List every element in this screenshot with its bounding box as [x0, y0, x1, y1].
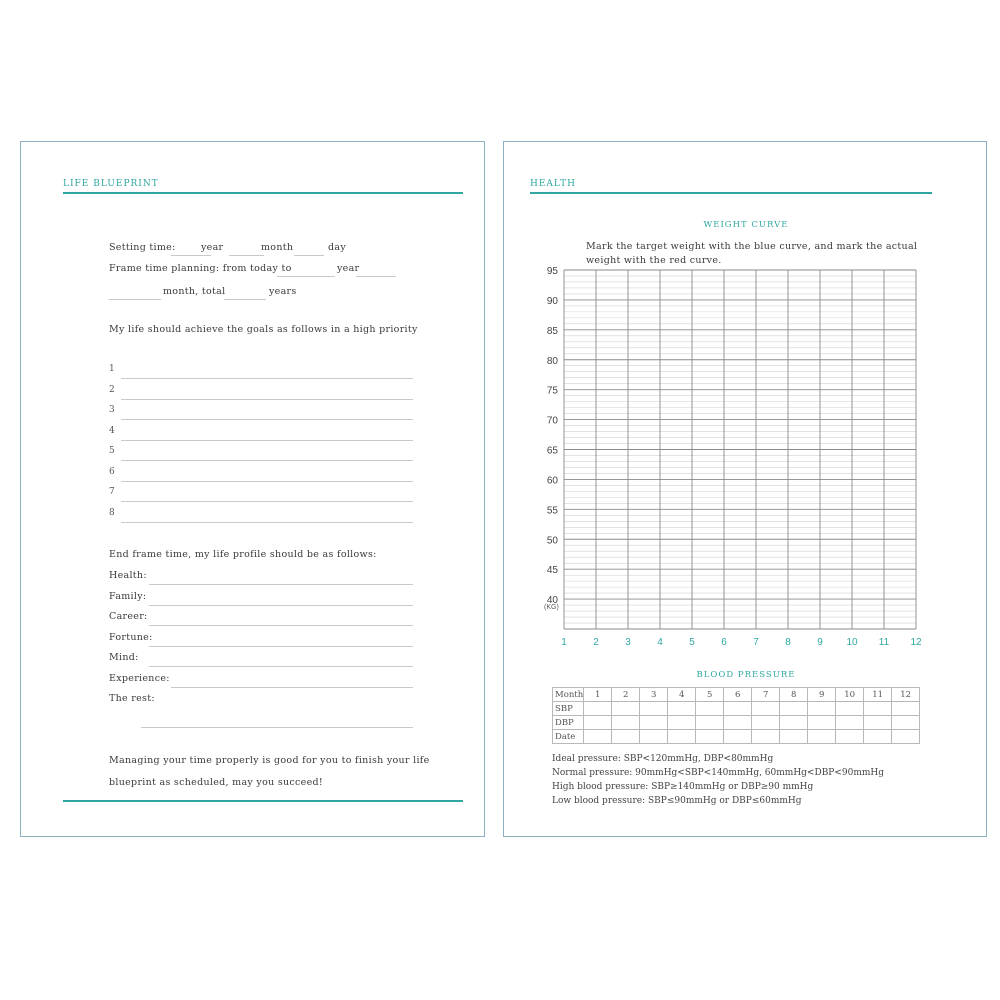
- bp-cell[interactable]: [612, 716, 640, 730]
- profile-line[interactable]: [149, 584, 413, 585]
- profile-line[interactable]: [149, 625, 413, 626]
- bp-cell[interactable]: [584, 702, 612, 716]
- bp-cell[interactable]: [696, 702, 724, 716]
- goal-number: 4: [109, 425, 115, 436]
- x-tick-label: 10: [846, 637, 858, 648]
- goals-heading: My life should achieve the goals as follows in a high priority: [109, 324, 418, 335]
- y-tick-label: 50: [546, 535, 558, 547]
- x-tick-label: 1: [561, 637, 567, 648]
- x-tick-label: 9: [817, 637, 823, 648]
- bp-cell[interactable]: [864, 730, 892, 744]
- bp-cell[interactable]: [836, 730, 864, 744]
- setting-month-line: [229, 255, 264, 256]
- bp-row-label: Date: [553, 730, 584, 744]
- bp-row: [553, 702, 920, 716]
- goal-line[interactable]: [121, 460, 413, 461]
- y-axis-labels: [547, 266, 559, 606]
- goal-number: 5: [109, 446, 115, 456]
- left-page: [20, 141, 485, 837]
- setting-year-line: [171, 255, 211, 256]
- x-tick-label: 7: [753, 637, 759, 648]
- instruction-line-2: weight with the red curve.: [586, 255, 722, 266]
- profile-extra-line: [141, 727, 413, 728]
- bp-cell[interactable]: [836, 716, 864, 730]
- goal-number: 7: [109, 487, 115, 497]
- bp-month-header: 2: [612, 688, 640, 702]
- normal-pressure-text: Normal pressure: 90mmHg<SBP<140mmHg, 60mmHg<DBP<90mmHg: [552, 768, 885, 778]
- frame-year-tail-line: [356, 276, 396, 277]
- goal-line[interactable]: [121, 399, 413, 400]
- profile-item-label: Fortune:: [109, 631, 153, 643]
- blood-pressure-title: BLOOD PRESSURE: [696, 670, 796, 680]
- bp-cell[interactable]: [892, 730, 920, 744]
- frame-years-label: years: [269, 286, 297, 297]
- right-page: [503, 141, 987, 837]
- bp-cell[interactable]: [780, 730, 808, 744]
- bp-month-header: 3: [640, 688, 668, 702]
- bp-cell[interactable]: [668, 730, 696, 744]
- profile-item-label: Career:: [109, 611, 148, 622]
- bp-cell[interactable]: [612, 730, 640, 744]
- title-rule: [63, 192, 463, 194]
- bp-cell[interactable]: [696, 730, 724, 744]
- bottom-rule: [63, 800, 463, 802]
- low-pressure-text: Low blood pressure: SBP≤90mmHg or DBP≤60mmHg: [552, 796, 802, 806]
- frame-total-line: [224, 299, 266, 300]
- x-tick-label: 8: [785, 637, 791, 648]
- goal-line[interactable]: [121, 522, 413, 523]
- profile-item-label: The rest:: [109, 693, 155, 704]
- bp-row: [553, 688, 920, 702]
- setting-day-label: day: [328, 242, 347, 253]
- x-tick-label: 2: [593, 637, 599, 648]
- bp-cell[interactable]: [724, 730, 752, 744]
- weight-chart: [504, 142, 988, 662]
- bp-cell[interactable]: [724, 716, 752, 730]
- profile-item-label: Mind:: [109, 652, 139, 663]
- x-tick-label: 5: [689, 637, 695, 648]
- bp-month-header: 9: [808, 688, 836, 702]
- y-tick-label: 40: [546, 595, 558, 607]
- page-title: HEALTH: [530, 179, 577, 189]
- profile-heading: End frame time, my life profile should be as follows:: [109, 549, 377, 560]
- goal-line[interactable]: [121, 378, 413, 379]
- y-tick-label: 75: [546, 385, 558, 397]
- profile-item-label: Health:: [109, 570, 147, 581]
- bp-month-header: 7: [752, 688, 780, 702]
- ideal-pressure-text: Ideal pressure: SBP<120mmHg, DBP<80mmHg: [552, 754, 774, 764]
- x-tick-label: 11: [878, 637, 890, 648]
- bp-cell[interactable]: [640, 730, 668, 744]
- goal-number: 2: [109, 384, 115, 395]
- blood-pressure-table: [552, 687, 920, 744]
- frame-month-line: [109, 299, 161, 300]
- bp-month-header: 8: [780, 688, 808, 702]
- y-tick-label: 90: [546, 295, 558, 307]
- y-tick-label: 85: [546, 325, 558, 337]
- bp-cell[interactable]: [668, 702, 696, 716]
- instruction-line-1: Mark the target weight with the blue curve, and mark the actual: [586, 241, 918, 252]
- bp-cell[interactable]: [780, 702, 808, 716]
- bp-cell[interactable]: [584, 730, 612, 744]
- x-tick-label: 4: [657, 637, 663, 648]
- goal-number: 1: [109, 364, 115, 374]
- goal-line[interactable]: [121, 440, 413, 441]
- profile-item-label: Family:: [109, 590, 147, 602]
- x-axis-labels: [561, 637, 922, 648]
- bp-cell[interactable]: [584, 716, 612, 730]
- y-tick-label: 55: [546, 505, 558, 517]
- bp-month-header: 1: [584, 688, 612, 702]
- setting-month-label: month: [261, 242, 294, 253]
- bp-cell[interactable]: [640, 702, 668, 716]
- goal-line[interactable]: [121, 501, 413, 502]
- page-title: LIFE BLUEPRINT: [63, 179, 159, 189]
- high-pressure-text: High blood pressure: SBP≥140mmHg or DBP≥90 mmHg: [552, 782, 814, 792]
- goal-line[interactable]: [121, 419, 413, 420]
- bp-cell[interactable]: [892, 716, 920, 730]
- bp-cell[interactable]: [752, 702, 780, 716]
- bp-cell[interactable]: [864, 716, 892, 730]
- y-tick-label: 65: [546, 445, 558, 457]
- profile-item-label: Experience:: [109, 672, 170, 684]
- bp-cell[interactable]: [640, 716, 668, 730]
- weight-curve-title: WEIGHT CURVE: [703, 220, 789, 230]
- bp-month-header: 5: [696, 688, 724, 702]
- bp-cell[interactable]: [808, 730, 836, 744]
- x-tick-label: 3: [625, 637, 631, 648]
- x-tick-label: 12: [910, 637, 922, 648]
- bp-row: [553, 730, 920, 744]
- y-tick-label: 60: [546, 475, 558, 487]
- y-tick-label: 70: [546, 415, 558, 427]
- bp-cell[interactable]: [808, 702, 836, 716]
- bp-row-label: Month: [553, 688, 584, 702]
- y-tick-label: 95: [546, 266, 558, 277]
- bp-cell[interactable]: [612, 702, 640, 716]
- bp-row: [553, 716, 920, 730]
- goal-number: 8: [109, 507, 115, 518]
- bp-cell[interactable]: [864, 702, 892, 716]
- frame-planning-label: Frame time planning: from today to: [109, 263, 292, 274]
- y-tick-label: 80: [546, 355, 558, 367]
- y-unit-label: (KG): [544, 604, 559, 611]
- bp-cell[interactable]: [808, 716, 836, 730]
- bp-month-header: 11: [864, 688, 892, 702]
- bp-cell[interactable]: [892, 702, 920, 716]
- profile-line[interactable]: [149, 646, 413, 647]
- bp-cell[interactable]: [752, 716, 780, 730]
- profile-line[interactable]: [171, 687, 413, 688]
- setting-time-label: Setting time:: [109, 242, 176, 253]
- bp-row-label: DBP: [553, 716, 584, 730]
- bp-cell[interactable]: [780, 716, 808, 730]
- bp-month-header: 4: [668, 688, 696, 702]
- bp-cell[interactable]: [836, 702, 864, 716]
- bp-month-header: 10: [836, 688, 864, 702]
- bp-cell[interactable]: [668, 716, 696, 730]
- goal-line[interactable]: [121, 481, 413, 482]
- bp-cell[interactable]: [724, 702, 752, 716]
- bp-cell[interactable]: [696, 716, 724, 730]
- bp-month-header: 12: [892, 688, 920, 702]
- setting-year-label: year: [201, 242, 224, 253]
- goal-number: 3: [109, 405, 115, 415]
- profile-line[interactable]: [149, 666, 413, 667]
- frame-year-line: [277, 276, 335, 277]
- frame-month-label: month, total: [163, 286, 226, 297]
- bp-month-header: 6: [724, 688, 752, 702]
- profile-line[interactable]: [149, 605, 413, 606]
- frame-year-label: year: [337, 263, 360, 274]
- closing-line-2: blueprint as scheduled, may you succeed!: [109, 777, 324, 788]
- setting-day-line: [294, 255, 324, 256]
- goal-number: 6: [109, 466, 115, 477]
- bp-row-label: SBP: [553, 702, 584, 716]
- y-tick-label: 45: [546, 565, 558, 577]
- closing-line-1: Managing your time properly is good for you to finish your life: [109, 755, 430, 766]
- x-tick-label: 6: [721, 637, 727, 648]
- bp-cell[interactable]: [752, 730, 780, 744]
